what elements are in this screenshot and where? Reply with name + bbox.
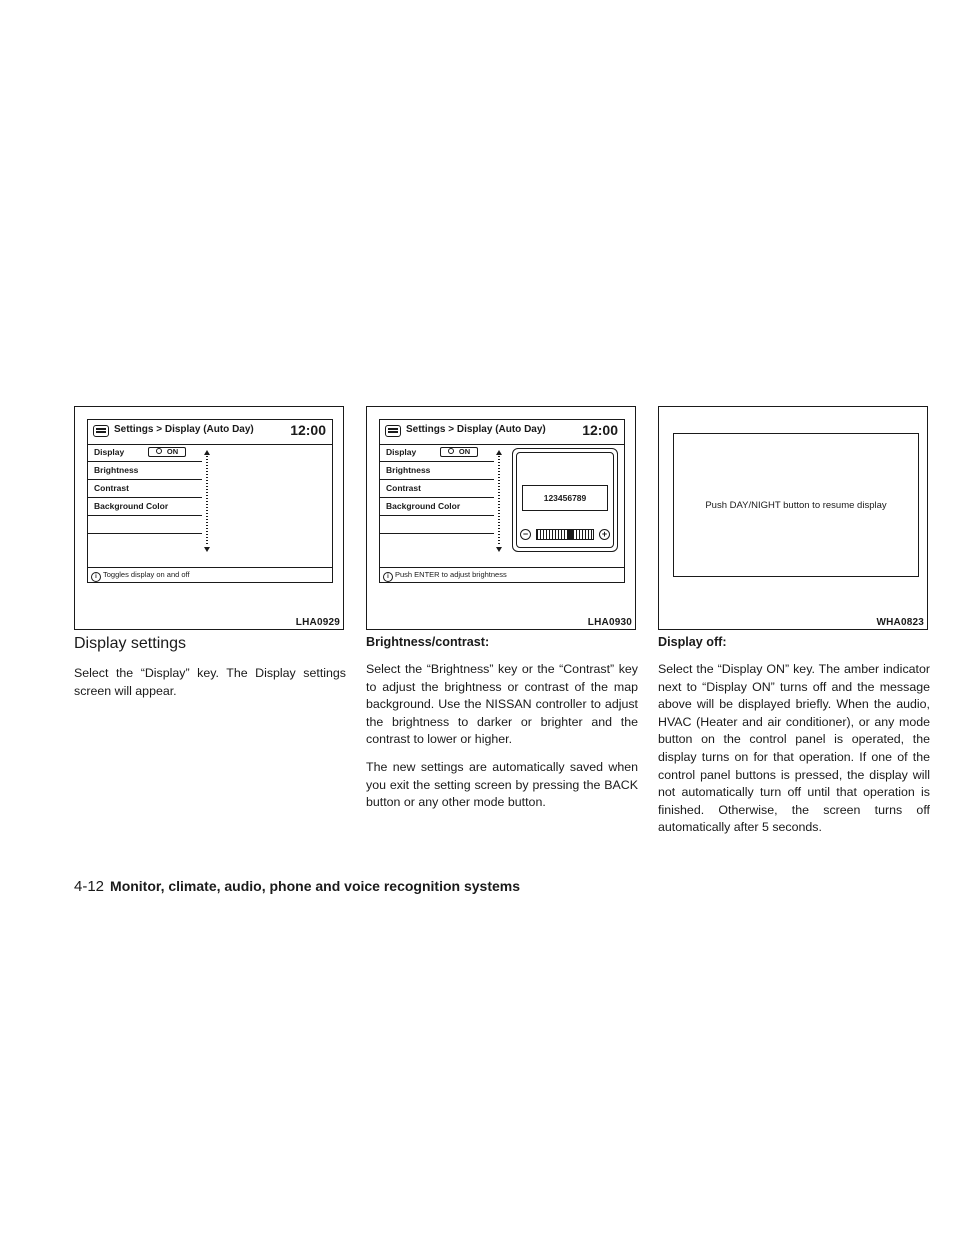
menu-item-brightness[interactable]: Brightness	[380, 462, 494, 480]
menu-item-empty	[88, 516, 202, 534]
status-bar	[88, 567, 332, 582]
plus-icon[interactable]: +	[599, 529, 610, 540]
scrollbar[interactable]	[205, 450, 209, 552]
column-display-off	[658, 634, 930, 847]
screen-title: Settings > Display (Auto Day)	[114, 424, 254, 435]
scroll-track	[206, 456, 208, 546]
menu-icon	[93, 425, 109, 437]
chapter-title: Monitor, climate, audio, phone and voice recognition systems	[110, 878, 520, 894]
page-number: 4-12	[74, 878, 105, 895]
nav-screen	[379, 419, 625, 583]
minus-icon[interactable]: −	[520, 529, 531, 540]
scroll-track	[498, 456, 500, 546]
blank-screen	[673, 433, 919, 577]
page-footer	[74, 878, 520, 895]
paragraph: Select the “Display” key. The Display settings screen will appear.	[74, 666, 346, 698]
clock: 12:00	[582, 422, 618, 438]
section-heading: Display settings	[74, 635, 187, 652]
figure-display-settings	[74, 406, 344, 630]
paragraph: The new settings are automatically saved when you exit the setting screen by pressing the BACK button or any other mode button.	[366, 759, 638, 810]
menu-item-empty	[88, 534, 202, 562]
info-icon: i	[383, 572, 393, 582]
slider-knob[interactable]	[568, 529, 574, 540]
display-on-indicator: ON	[440, 447, 478, 457]
subsection-heading: Brightness/contrast:	[366, 635, 490, 649]
menu-item-display[interactable]: Display ON	[380, 444, 494, 462]
screen-title-bar	[88, 420, 332, 445]
status-text: Push ENTER to adjust brightness	[395, 570, 507, 579]
menu-item-contrast[interactable]: Contrast	[380, 480, 494, 498]
menu-item-empty	[380, 516, 494, 534]
adjust-value: 123456789	[522, 485, 608, 511]
scroll-up-icon	[496, 450, 502, 455]
settings-menu	[88, 444, 202, 562]
brightness-slider[interactable]	[536, 529, 594, 540]
indicator-dot-icon	[156, 448, 162, 454]
paragraph: Select the “Display ON” key. The amber indicator next to “Display ON” turns off and the message above will be displayed briefly. When the audio, HVAC (Heater and air conditioner), or any mode button on the control panel is operated, the display turns on for that operation. If one of the control panel buttons is pressed, the display will not automatically turn off until that operation is finished. Otherwise, the screen turns off automatically after 5 seconds.	[658, 662, 930, 835]
display-on-indicator: ON	[148, 447, 186, 457]
indicator-dot-icon	[448, 448, 454, 454]
column-brightness-contrast	[366, 634, 638, 822]
figure-code: LHA0929	[295, 617, 340, 628]
figure-display-off	[658, 406, 928, 630]
resume-message: Push DAY/NIGHT button to resume display	[705, 500, 887, 511]
status-text: Toggles display on and off	[103, 570, 190, 579]
scrollbar[interactable]	[497, 450, 501, 552]
scroll-down-icon	[204, 547, 210, 552]
screen-title-bar	[380, 420, 624, 445]
info-icon: i	[91, 572, 101, 582]
menu-item-contrast[interactable]: Contrast	[88, 480, 202, 498]
status-bar	[380, 567, 624, 582]
subsection-heading: Display off:	[658, 635, 727, 649]
figure-brightness-contrast	[366, 406, 636, 630]
menu-item-empty	[380, 534, 494, 562]
column-display-settings	[74, 634, 346, 710]
scroll-down-icon	[496, 547, 502, 552]
figure-code: WHA0823	[876, 617, 924, 628]
screen-title: Settings > Display (Auto Day)	[406, 424, 546, 435]
paragraph: Select the “Brightness” key or the “Contrast” key to adjust the brightness or contrast of the map background. Use the NISSAN controller to adjust the brightness to darker or brighter and the contrast to lower or higher.	[366, 662, 638, 747]
menu-item-display[interactable]: Display ON	[88, 444, 202, 462]
scroll-up-icon	[204, 450, 210, 455]
menu-icon	[385, 425, 401, 437]
adjust-panel	[512, 448, 618, 552]
nav-screen	[87, 419, 333, 583]
clock: 12:00	[290, 422, 326, 438]
figure-code: LHA0930	[587, 617, 632, 628]
menu-item-brightness[interactable]: Brightness	[88, 462, 202, 480]
menu-item-background-color[interactable]: Background Color	[88, 498, 202, 516]
settings-menu	[380, 444, 494, 562]
menu-item-background-color[interactable]: Background Color	[380, 498, 494, 516]
